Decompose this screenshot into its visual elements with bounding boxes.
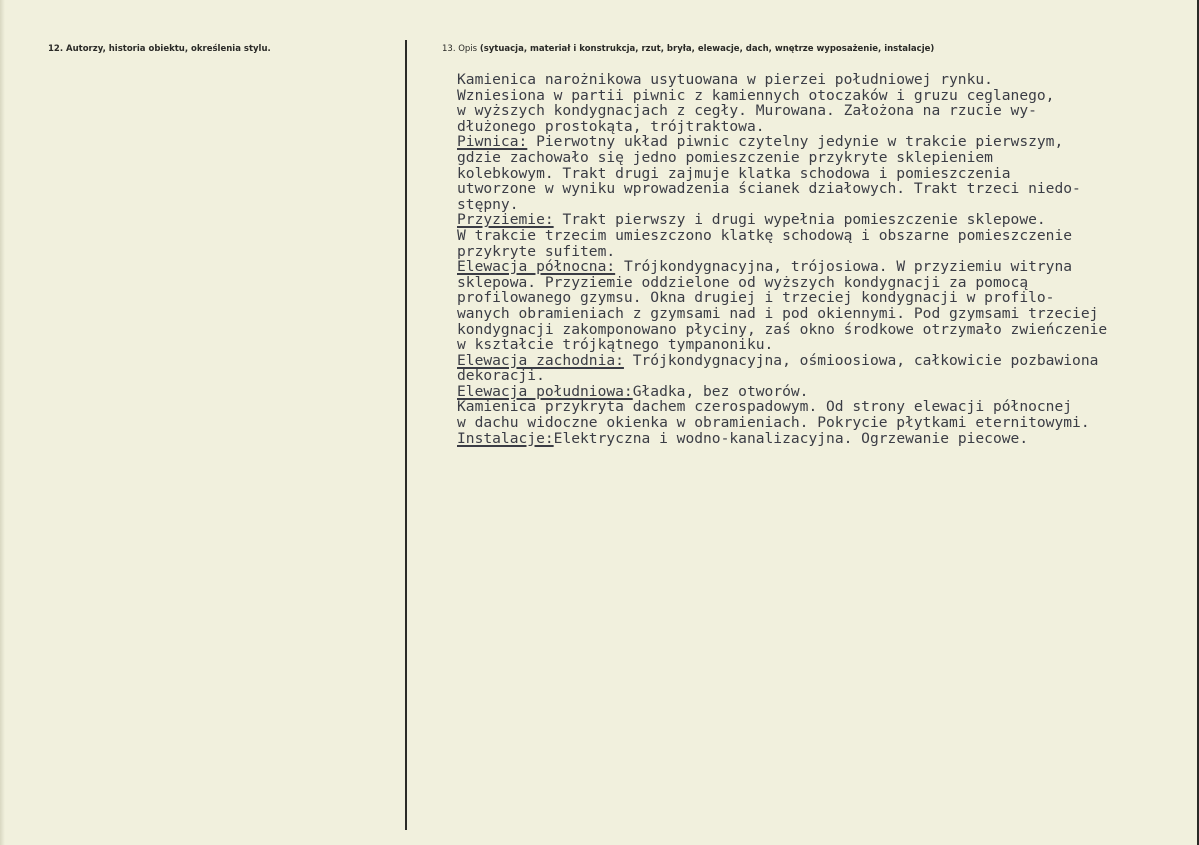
description-line: [457, 150, 1107, 166]
line-text: w kształcie trójkątnego tympanoniku.: [457, 336, 774, 354]
description-line: [457, 103, 1107, 119]
description-line: [457, 415, 1107, 431]
section-13-heading: [442, 44, 934, 54]
description-line: [457, 322, 1107, 338]
line-text: dekoracji.: [457, 367, 545, 385]
section-label: Instalacje:: [457, 429, 554, 447]
description-line: [457, 228, 1107, 244]
line-text: sklepowa. Przyziemie oddzielone od wyższych kondygnacji za pomocą: [457, 273, 1029, 291]
description-line: [457, 368, 1107, 384]
description-line: [457, 431, 1107, 447]
section-label: Elewacja południowa:: [457, 382, 633, 400]
line-text: Wzniesiona w partii piwnic z kamiennych otoczaków i gruzu ceglanego,: [457, 86, 1055, 104]
description-line: [457, 259, 1107, 275]
section-label: Elewacja północna:: [457, 258, 616, 276]
line-text: Kamienica przykryta dachem czerospadowym. Od strony elewacji północnej: [457, 398, 1073, 416]
line-text: przykryte sufitem.: [457, 242, 616, 260]
description-line: [457, 290, 1107, 306]
line-text: wanych obramieniach z gzymsami nad i pod okiennymi. Pod gzymsami trzeciej: [457, 304, 1099, 322]
line-text: Gładka, bez otworów.: [632, 382, 809, 400]
line-text: Trójkondygnacyjna, trójosiowa. W przyziemiu witryna: [615, 258, 1073, 276]
line-text: Kamienica narożnikowa usytuowana w pierzei południowej rynku.: [457, 71, 993, 88]
description-line: [457, 119, 1107, 135]
line-text: kondygnacji zakomponowano płyciny, zaś okno środkowe otrzymało zwieńczenie: [457, 320, 1108, 338]
description-line: [457, 353, 1107, 369]
line-text: kolebkowym. Trakt drugi zajmuje klatka schodowa i pomieszczenia: [457, 164, 1011, 182]
line-text: profilowanego gzymsu. Okna drugiej i trzeciej kondygnacji w profilo-: [457, 289, 1055, 307]
description-line: [457, 72, 1107, 88]
description-line: [457, 166, 1107, 182]
line-text: dłużonego prostokąta, trójtraktowa.: [457, 117, 765, 135]
line-text: Trakt pierwszy i drugi wypełnia pomieszczenie sklepowe.: [553, 211, 1046, 229]
section-label: Przyziemie:: [457, 211, 554, 229]
paper-edge: [0, 0, 5, 845]
line-text: utworzone w wyniku wprowadzenia ścianek działowych. Trakt trzeci niedo-: [457, 180, 1081, 198]
section-13-title: 13. Opis: [442, 44, 478, 54]
line-text: w wyższych kondygnacjach z cegły. Murowana. Założona na rzucie wy-: [457, 102, 1037, 120]
column-divider: [405, 40, 407, 830]
line-text: Elektryczna i wodno-kanalizacyjna. Ogrzewanie piecowe.: [553, 429, 1029, 447]
description-line: [457, 244, 1107, 260]
line-text: Trójkondygnacyjna, ośmioosiowa, całkowicie pozbawiona: [623, 351, 1099, 369]
line-text: Pierwotny układ piwnic czytelny jedynie w trakcie pierwszym,: [527, 133, 1064, 151]
description-text: [457, 72, 1107, 446]
description-line: [457, 399, 1107, 415]
description-line: [457, 337, 1107, 353]
description-line: [457, 275, 1107, 291]
description-line: [457, 88, 1107, 104]
section-13-subtitle: (sytuacja, materiał i konstrukcja, rzut, bryła, elewacje, dach, wnętrze wyposażenie, instalacje): [479, 44, 935, 54]
description-line: [457, 212, 1107, 228]
description-line: [457, 197, 1107, 213]
description-line: [457, 306, 1107, 322]
description-line: [457, 384, 1107, 400]
line-text: stępny.: [457, 195, 519, 213]
line-text: W trakcie trzecim umieszczono klatkę schodową i obszarne pomieszczenie: [457, 226, 1073, 244]
section-label: Elewacja zachodnia:: [457, 351, 624, 369]
description-line: [457, 181, 1107, 197]
line-text: gdzie zachowało się jedno pomieszczenie przykryte sklepieniem: [457, 148, 993, 166]
section-12-heading: 12. Autorzy, historia obiektu, określenia stylu.: [48, 44, 271, 54]
line-text: w dachu widoczne okienka w obramieniach. Pokrycie płytkami eternitowymi.: [457, 414, 1090, 432]
section-label: Piwnica:: [457, 133, 528, 151]
description-line: [457, 134, 1107, 150]
